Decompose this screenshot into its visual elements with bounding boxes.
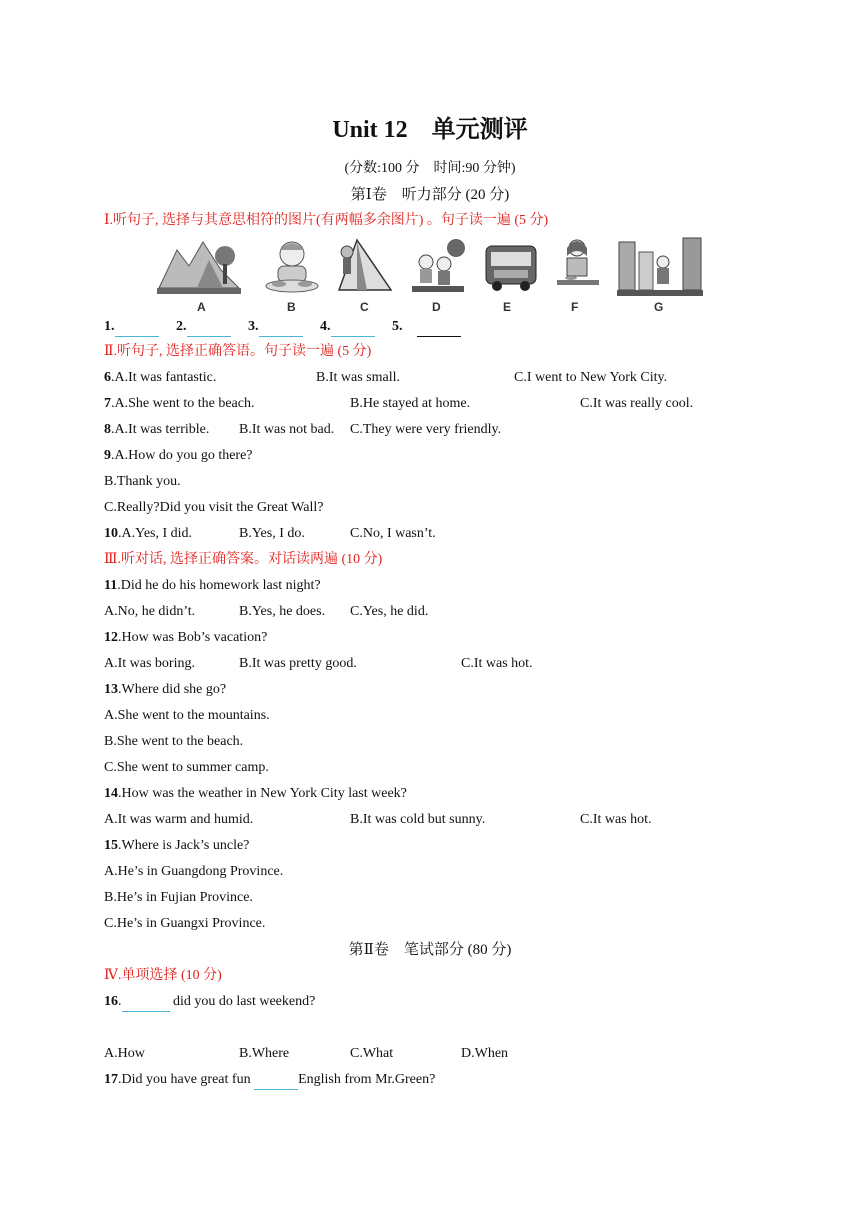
- blank-label-4: 4.: [320, 319, 331, 334]
- part2-label: 第Ⅱ卷 笔试部分: [348, 942, 464, 958]
- page-title: Unit 12 单元测评: [332, 117, 528, 143]
- question-number: 14: [104, 786, 118, 801]
- option-text: .A.How do you go there?: [111, 448, 253, 463]
- question-14-stem: [104, 785, 407, 803]
- answer-blank-2[interactable]: [187, 318, 231, 337]
- question-8-option-a: [104, 421, 209, 439]
- question-12-option-b: B.It was pretty good.: [239, 656, 357, 671]
- part2-heading: [0, 941, 860, 959]
- question-16-option-b: B.Where: [239, 1046, 290, 1061]
- question-13-option-a: A.She went to the mountains.: [104, 708, 270, 723]
- section3-heading: Ⅲ.听对话, 选择正确答案。对话读两遍 (10 分): [104, 552, 383, 567]
- question-12-option-c: C.It was hot.: [461, 656, 533, 671]
- question-15-stem: [104, 837, 249, 855]
- section1-heading: Ⅰ.听句子, 选择与其意思相符的图片(有两幅多余图片) 。句子读一遍 (5 分): [104, 213, 549, 228]
- question-14-option-b: B.It was cold but sunny.: [350, 812, 486, 827]
- kids-playing-icon: [408, 236, 468, 296]
- question-15-option-b: B.He’s in Fujian Province.: [104, 890, 253, 905]
- blank-label-5: 5.: [392, 319, 403, 334]
- picture-label-f: F: [571, 300, 579, 314]
- question-10-option-c: C.No, I wasn’t.: [350, 526, 436, 541]
- question-number: 8: [104, 422, 111, 437]
- city-street-icon: [617, 236, 703, 296]
- answer-blank-17[interactable]: [254, 1071, 298, 1090]
- question-number: 7: [104, 396, 111, 411]
- question-number: 6: [104, 370, 111, 385]
- option-text: .A.It was fantastic.: [111, 370, 217, 385]
- question-6-option-b: B.It was small.: [316, 370, 400, 385]
- option-text: .A.She went to the beach.: [111, 396, 255, 411]
- boy-eating-icon: [261, 236, 323, 296]
- question-10-option-b: B.Yes, I do.: [239, 526, 305, 541]
- question-13-stem: [104, 681, 226, 699]
- option-text: .A.It was terrible.: [111, 422, 210, 437]
- question-9-option-a: [104, 447, 253, 465]
- answer-blank-1[interactable]: [115, 318, 159, 337]
- picture-label-g: G: [654, 300, 664, 314]
- question-9-option-c: C.Really?Did you visit the Great Wall?: [104, 500, 324, 515]
- blank-label-3: 3.: [248, 319, 259, 334]
- part1-score: (20 分): [465, 187, 510, 203]
- question-number: 16: [104, 994, 118, 1009]
- question-16-option-a: A.How: [104, 1046, 145, 1061]
- woman-at-table-icon: [555, 236, 601, 296]
- picture-label-d: D: [432, 300, 441, 314]
- picture-label-b: B: [287, 300, 296, 314]
- blank-label-2: 2.: [176, 319, 187, 334]
- stem-text: did you do last weekend?: [169, 994, 316, 1009]
- stem-text: .Did he do his homework last night?: [117, 578, 321, 593]
- question-number: 17: [104, 1072, 118, 1087]
- stem-text: English from Mr.Green?: [298, 1072, 436, 1087]
- answer-blanks-row: [104, 318, 461, 337]
- question-14-option-a: A.It was warm and humid.: [104, 812, 254, 827]
- answer-blank-3[interactable]: [259, 318, 303, 337]
- stem-text: .How was Bob’s vacation?: [118, 630, 268, 645]
- question-13-option-c: C.She went to summer camp.: [104, 760, 269, 775]
- answer-blank-4[interactable]: [331, 318, 375, 337]
- question-12-option-a: A.It was boring.: [104, 656, 195, 671]
- question-number: 15: [104, 838, 118, 853]
- question-7-option-c: C.It was really cool.: [580, 396, 694, 411]
- question-8-option-c: C.They were very friendly.: [350, 422, 502, 437]
- question-17-stem: [104, 1071, 435, 1090]
- question-15-option-a: A.He’s in Guangdong Province.: [104, 864, 284, 879]
- question-10-option-a: [104, 525, 192, 543]
- question-number: 10: [104, 526, 118, 541]
- question-16-option-d: D.When: [461, 1046, 509, 1061]
- score-info: (分数:100 分 时间:90 分钟): [344, 161, 516, 176]
- part1-label: 第Ⅰ卷 听力部分: [350, 187, 462, 203]
- mountain-scene-icon: [157, 236, 241, 296]
- picture-label-a: A: [197, 300, 206, 314]
- option-text: .A.Yes, I did.: [118, 526, 193, 541]
- question-number: 13: [104, 682, 118, 697]
- answer-blank-16[interactable]: [122, 993, 170, 1012]
- question-11-option-a: A.No, he didn’t.: [104, 604, 196, 619]
- question-11-stem: [104, 577, 321, 595]
- question-7-option-b: B.He stayed at home.: [350, 396, 471, 411]
- stem-text: .Where is Jack’s uncle?: [118, 838, 250, 853]
- question-6-option-a: [104, 369, 216, 387]
- section4-heading: Ⅳ.单项选择 (10 分): [104, 968, 222, 983]
- question-number: 12: [104, 630, 118, 645]
- question-13-option-b: B.She went to the beach.: [104, 734, 244, 749]
- stem-text: .Did you have great fun: [118, 1072, 255, 1087]
- picture-label-c: C: [360, 300, 369, 314]
- bus-icon: [480, 236, 542, 296]
- question-14-option-c: C.It was hot.: [580, 812, 652, 827]
- stem-text: .Where did she go?: [118, 682, 227, 697]
- question-11-option-b: B.Yes, he does.: [239, 604, 326, 619]
- question-11-option-c: C.Yes, he did.: [350, 604, 429, 619]
- question-15-option-c: C.He’s in Guangxi Province.: [104, 916, 266, 931]
- question-number: 9: [104, 448, 111, 463]
- question-number: 11: [104, 578, 118, 593]
- stem-text: .How was the weather in New York City last week?: [118, 786, 407, 801]
- section2-heading: Ⅱ.听句子, 选择正确答语。句子读一遍 (5 分): [104, 344, 372, 359]
- question-7-option-a: [104, 395, 254, 413]
- part1-heading: [0, 186, 860, 204]
- question-16-stem: 16. did you do last weekend?: [104, 993, 315, 1012]
- question-6-option-c: C.I went to New York City.: [514, 370, 668, 385]
- question-9-option-b: B.Thank you.: [104, 474, 181, 489]
- picture-label-e: E: [503, 300, 512, 314]
- question-12-stem: [104, 629, 267, 647]
- question-16-option-c: C.What: [350, 1046, 394, 1061]
- camping-tent-icon: [335, 236, 395, 296]
- blank-label-1: 1.: [104, 319, 115, 334]
- answer-blank-5[interactable]: [417, 318, 461, 337]
- part2-score: (80 分): [467, 942, 512, 958]
- question-8-option-b: B.It was not bad.: [239, 422, 335, 437]
